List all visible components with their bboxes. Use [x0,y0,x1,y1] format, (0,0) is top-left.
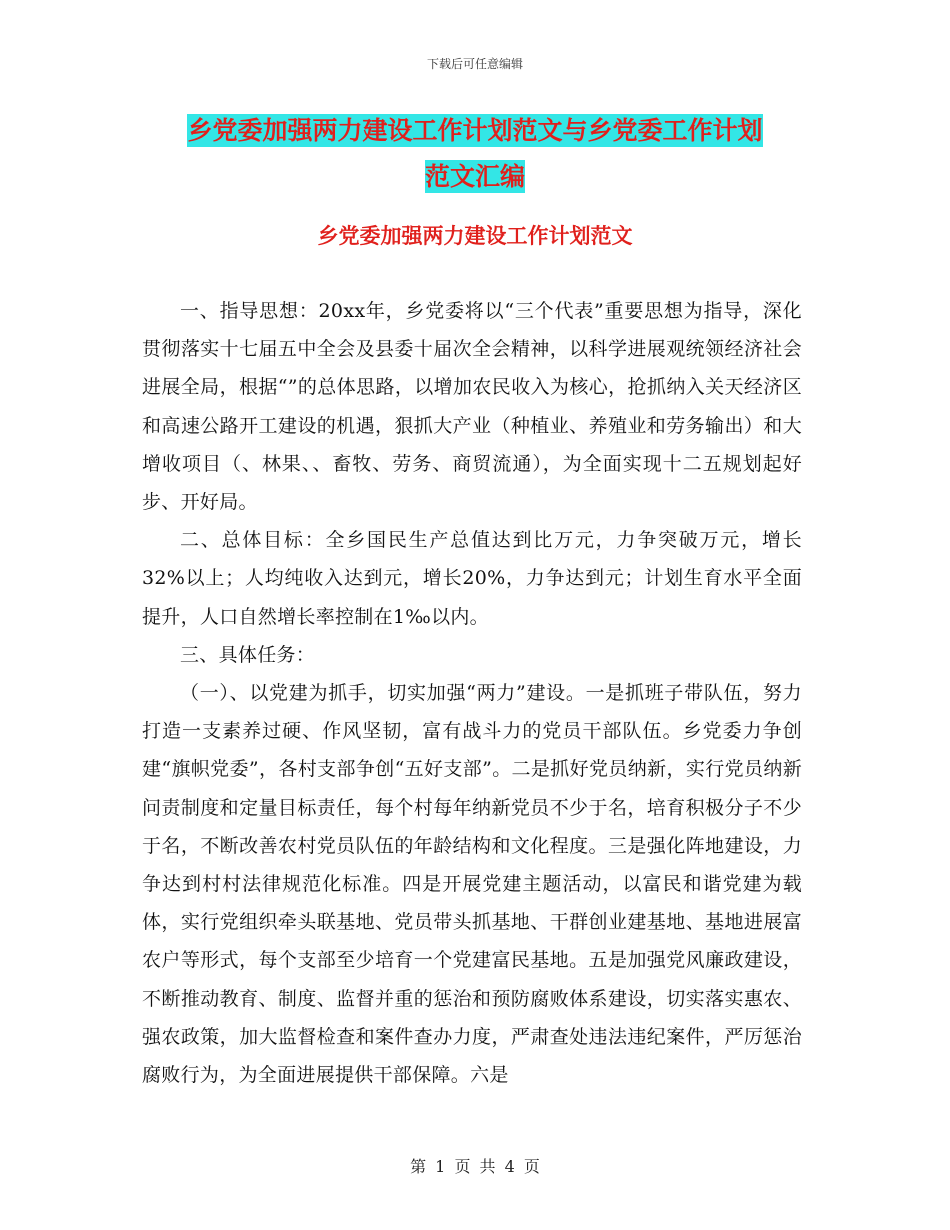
title-line-2: 范文汇编 [424,162,525,191]
paragraph-overall-goal: 二、总体目标：全乡国民生产总值达到比万元，力争突破万元，增长32%以上；人均纯收入达到元，增长20%，力争达到元；计划生育水平全面提升，人口自然增长率控制在1‰以内。 [142,529,802,628]
paragraph-task-one: （一）、以党建为抓手，切实加强“两力”建设。一是抓班子带队伍，努力打造一支素养过硬、作风坚韧，富有战斗力的党员干部队伍。乡党委力争创建“旗帜党委”，各村支部争创“五好支部”。二是抓好党员纳新，实行党员纳新问责制度和定量目标责任，每个村每年纳新党员不少于名，培育积极分子不少于名，不断改善农村党员队伍的年龄结构和文化程度。三是强化阵地建设，力争达到村村法律规范化标准。四是开展党建主题活动，以富民和谐党建为载体，实行党组织牵头联基地、党员带头抓基地、干群创业建基地、基地进展富农户等形式，每个支部至少培育一个党建富民基地。五是加强党风廉政建设，不断推动教育、制度、监督并重的惩治和预防腐败体系建设，切实落实惠农、强农政策，加大监督检查和案件查办力度，严肃查处违法违纪案件，严厉惩治腐败行为，为全面进展提供干部保障。六是 [142,682,802,1087]
title-line-1: 乡党委加强两力建设工作计划范文与乡党委工作计划 [187,116,763,145]
section-title: 乡党委加强两力建设工作计划范文 [317,224,633,248]
page-footer: 第 1 页 共 4 页 [410,1157,540,1176]
document-body [142,292,802,1094]
paragraph-specific-tasks-heading: 三、具体任务： [180,643,316,666]
header-note: 下载后可任意编辑 [426,57,523,71]
document-title [145,108,805,200]
paragraph-guiding-thought: 一、指导思想：20xx年，乡党委将以“三个代表”重要思想为指导，深化贯彻落实十七届五中全会及县委十届次全会精神，以科学进展观统领经济社会进展全局，根据“”的总体思路，以增加农民收入为核心，抢抓纳入关天经济区和高速公路开工建设的机遇，狠抓大产业（种植业、养殖业和劳务输出）和大增收项目（、林果、、畜牧、劳务、商贸流通），为全面实现十二五规划起好步、开好局。 [142,300,802,514]
